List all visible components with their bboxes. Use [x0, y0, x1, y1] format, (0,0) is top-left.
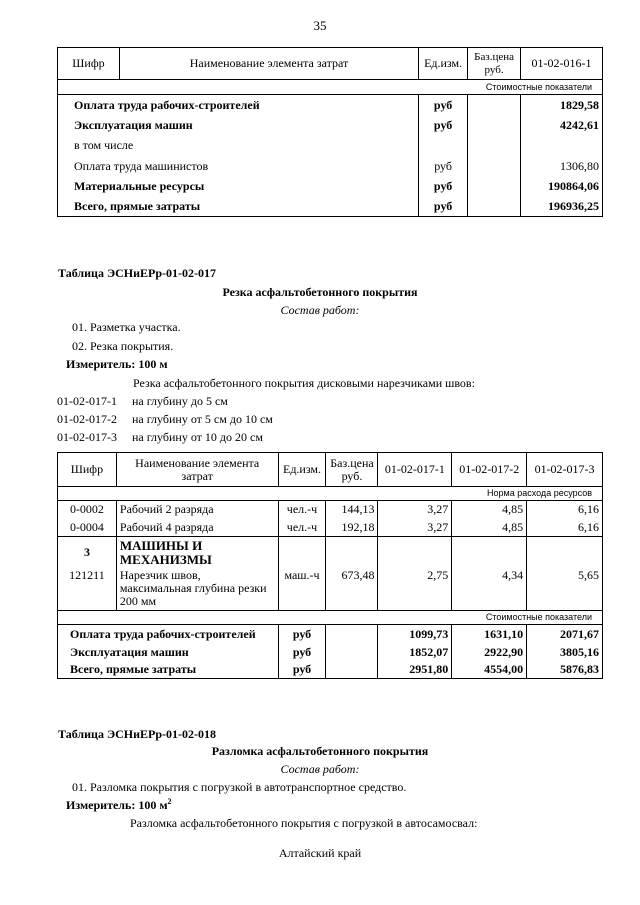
labor-v1: 3,27 [378, 519, 452, 537]
item-code-2: 01-02-017-2 [57, 412, 117, 426]
labor-v3: 6,16 [527, 501, 603, 519]
measure-018-exponent: 2 [167, 797, 172, 806]
total-machines-v2: 2922,90 [452, 644, 527, 661]
header-016-1: 01-02-016-1 [521, 48, 603, 80]
table-title-018: Таблица ЭСНиЕРр-01-02-018 [58, 727, 217, 741]
table-title-017: Таблица ЭСНиЕРр-01-02-017 [58, 266, 217, 280]
header-name: Наименование элемента затрат [119, 48, 418, 80]
row-machines-value: 4242,61 [521, 116, 603, 136]
total-direct-v1: 2951,80 [378, 661, 452, 679]
labor-name: Рабочий 4 разряда [116, 519, 278, 537]
row-machines-unit: руб [419, 116, 468, 136]
row-including: в том числе [58, 136, 419, 156]
resource-table-017 [57, 452, 603, 679]
measure-017: Измеритель: 100 м [66, 357, 168, 371]
header-unit: Ед.изм. [419, 48, 468, 80]
row-total-unit: руб [419, 197, 468, 217]
row-materials-value: 190864,06 [521, 177, 603, 197]
header-name: Наименование элемента затрат [116, 453, 278, 487]
labor-price: 144,13 [326, 501, 378, 519]
labor-v1: 3,27 [378, 501, 452, 519]
row-operators-value: 1306,80 [521, 156, 603, 177]
total-direct-v3: 5876,83 [527, 661, 603, 679]
labor-unit: чел.-ч [278, 501, 326, 519]
footer-region: Алтайский край [278, 846, 362, 860]
row-total-value: 196936,25 [521, 197, 603, 217]
item-text-2: на глубину от 5 см до 10 см [132, 412, 273, 426]
header-017-2: 01-02-017-2 [452, 453, 527, 487]
row-machines-name: Эксплуатация машин [58, 116, 419, 136]
work-item-2: 02. Резка покрытия. [72, 339, 174, 353]
section-costs: Стоимостные показатели [58, 611, 603, 625]
total-labor-v1: 1099,73 [378, 625, 452, 644]
work-item-1: 01. Разметка участка. [72, 320, 181, 334]
total-machines-name: Эксплуатация машин [58, 644, 279, 661]
total-direct-v2: 4554,00 [452, 661, 527, 679]
header-code: Шифр [58, 48, 120, 80]
machine-v1: 2,75 [378, 569, 452, 611]
description-018: Разломка асфальтобетонного покрытия с погрузкой в автосамосвал: [130, 816, 478, 830]
total-direct-name: Всего, прямые затраты [58, 661, 279, 679]
subheading-017: Состав работ: [280, 303, 360, 317]
labor-v3: 6,16 [527, 519, 603, 537]
page-number: 35 [313, 18, 327, 33]
machine-name: Нарезчик швов, максимальная глубина резки 200 мм [116, 569, 278, 611]
header-price: Баз.цена руб. [326, 453, 378, 487]
item-text-3: на глубину от 10 до 20 см [132, 430, 263, 444]
item-text-1: на глубину до 5 см [132, 394, 228, 408]
total-labor-unit: руб [278, 625, 326, 644]
labor-v2: 4,85 [452, 519, 527, 537]
row-operators-unit: руб [419, 156, 468, 177]
total-machines-v1: 1852,07 [378, 644, 452, 661]
item-code-1: 01-02-017-1 [57, 394, 117, 408]
row-materials-unit: руб [419, 177, 468, 197]
header-017-3: 01-02-017-3 [527, 453, 603, 487]
item-code-3: 01-02-017-3 [57, 430, 117, 444]
total-machines-v3: 3805,16 [527, 644, 603, 661]
machine-unit: маш.-ч [278, 569, 326, 611]
header-unit: Ед.изм. [278, 453, 326, 487]
machines-group-code: 3 [58, 537, 117, 569]
labor-code: 0-0002 [58, 501, 117, 519]
row-labor-unit: руб [419, 95, 468, 116]
measure-018-text: Измеритель: 100 м [66, 798, 168, 812]
total-direct-unit: руб [278, 661, 326, 679]
machine-v2: 4,34 [452, 569, 527, 611]
description-017: Резка асфальтобетонного покрытия дисковыми нарезчиками швов: [133, 376, 475, 390]
header-code: Шифр [58, 453, 117, 487]
header-price: Баз.цена руб. [468, 48, 521, 80]
row-labor-name: Оплата труда рабочих-строителей [58, 95, 419, 116]
heading-017: Резка асфальтобетонного покрытия [222, 285, 418, 299]
heading-018: Разломка асфальтобетонного покрытия [211, 744, 429, 758]
row-materials-name: Материальные ресурсы [58, 177, 419, 197]
total-labor-v2: 1631,10 [452, 625, 527, 644]
total-labor-name: Оплата труда рабочих-строителей [58, 625, 279, 644]
total-labor-v3: 2071,67 [527, 625, 603, 644]
work-item-1: 01. Разломка покрытия с погрузкой в автотранспортное средство. [72, 780, 407, 794]
cost-table-016 [57, 47, 603, 217]
measure-018 [66, 797, 172, 813]
total-machines-unit: руб [278, 644, 326, 661]
machine-v3: 5,65 [527, 569, 603, 611]
subheading-018: Состав работ: [280, 762, 360, 776]
row-total-name: Всего, прямые затраты [58, 197, 419, 217]
labor-v2: 4,85 [452, 501, 527, 519]
labor-price: 192,18 [326, 519, 378, 537]
machines-group-title: МАШИНЫ И МЕХАНИЗМЫ [116, 537, 278, 569]
section-norms: Норма расхода ресурсов [58, 487, 603, 501]
labor-name: Рабочий 2 разряда [116, 501, 278, 519]
section-costs: Стоимостные показатели [58, 80, 603, 95]
row-operators-name: Оплата труда машинистов [58, 156, 419, 177]
labor-unit: чел.-ч [278, 519, 326, 537]
header-017-1: 01-02-017-1 [378, 453, 452, 487]
machine-code: 121211 [58, 569, 117, 611]
row-labor-value: 1829,58 [521, 95, 603, 116]
machine-price: 673,48 [326, 569, 378, 611]
labor-code: 0-0004 [58, 519, 117, 537]
